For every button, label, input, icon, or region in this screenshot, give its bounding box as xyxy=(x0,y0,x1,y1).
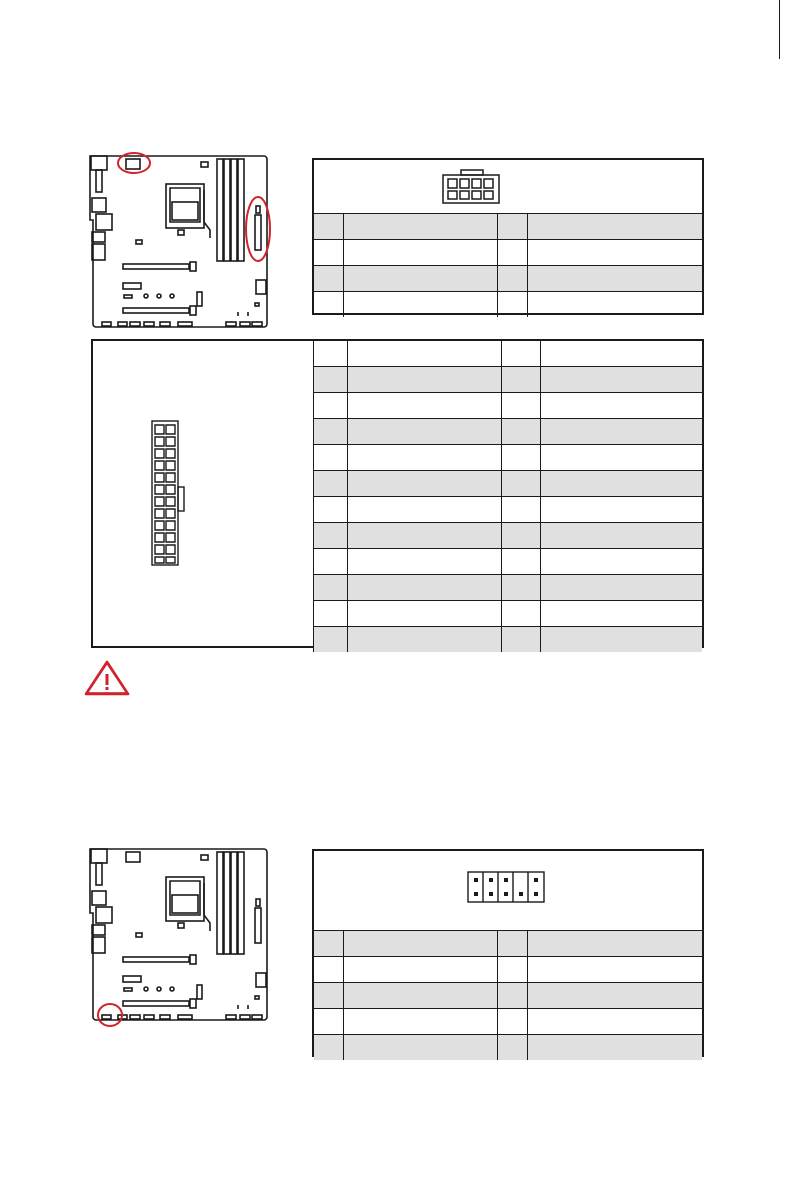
table-row xyxy=(314,240,702,266)
table-row xyxy=(314,393,703,419)
ten-pin-header-icon xyxy=(466,870,546,904)
table-row xyxy=(314,266,702,292)
table-row xyxy=(314,931,702,957)
front-panel-pin-table xyxy=(314,930,702,1060)
table-row xyxy=(314,497,703,523)
table-row xyxy=(314,601,703,627)
table-row xyxy=(314,214,702,240)
table-row xyxy=(314,419,703,445)
table-row xyxy=(314,292,702,318)
table-row xyxy=(314,445,703,471)
table-row xyxy=(314,575,703,601)
motherboard-diagram-power xyxy=(88,150,273,332)
motherboard-diagram-front-panel xyxy=(88,843,273,1028)
table-row xyxy=(314,341,703,367)
warning-triangle-icon xyxy=(82,658,132,698)
table-row xyxy=(314,523,703,549)
page-edge-rule xyxy=(779,0,780,59)
front-panel-pinout-box xyxy=(312,849,704,1057)
table-row xyxy=(314,627,703,653)
atx-power-pinout-box xyxy=(91,339,704,648)
table-row xyxy=(314,471,703,497)
cpu-power-pin-table xyxy=(314,213,702,317)
table-row xyxy=(314,957,702,983)
twenty-four-pin-connector-icon xyxy=(149,419,189,569)
table-row xyxy=(314,549,703,575)
atx-power-pin-table xyxy=(313,341,702,652)
table-row xyxy=(314,983,702,1009)
table-row xyxy=(314,1035,702,1061)
cpu-power-pinout-box xyxy=(312,158,704,315)
table-row xyxy=(314,1009,702,1035)
warning-note xyxy=(82,658,132,703)
eight-pin-connector-icon xyxy=(441,168,501,206)
table-row xyxy=(314,367,703,393)
